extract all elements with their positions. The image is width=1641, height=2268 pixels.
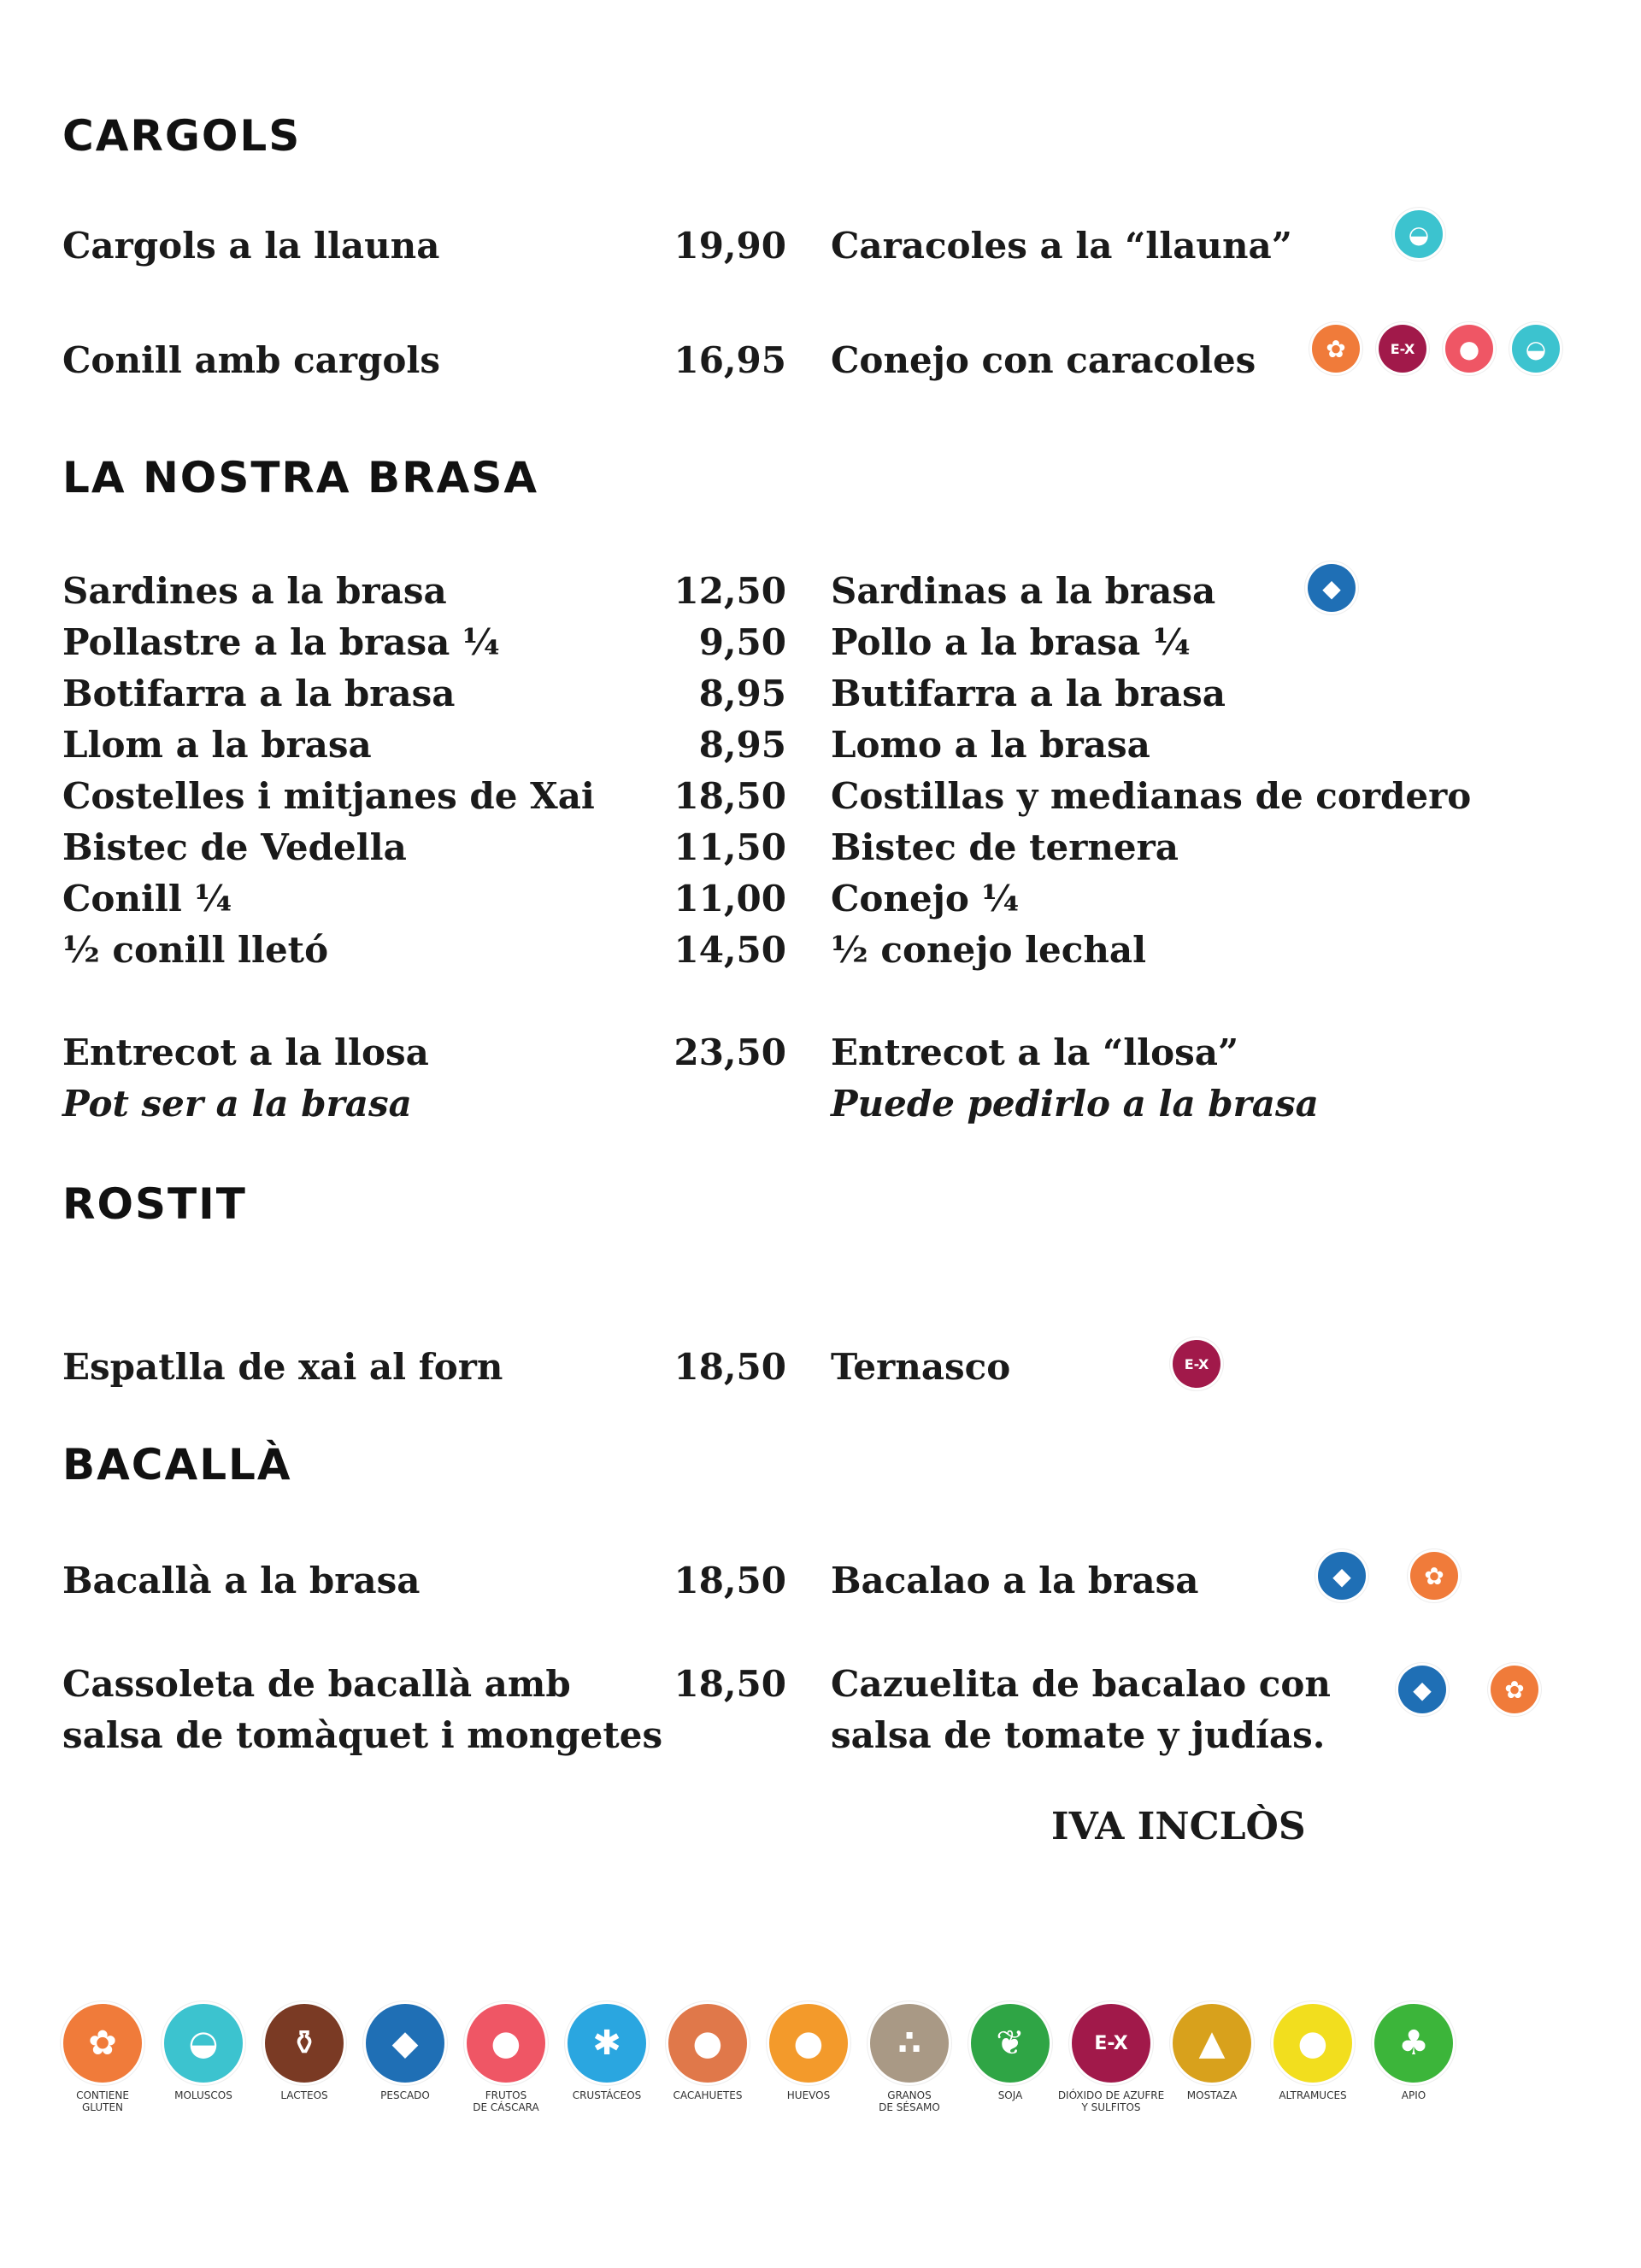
peanut-icon: ● [668,2004,747,2083]
menu-item-espatlla [0,1342,1641,1393]
item-name-es: Ternasco [831,1346,1011,1388]
item-name-ca: ½ conill lletó [62,929,329,971]
legend-label: MOLUSCOS [174,2089,232,2101]
item-note-ca: Pot ser a la brasa [62,1083,412,1125]
shell-icon: ◒ [164,2004,243,2083]
shell-icon: ◒ [1395,210,1443,258]
item-name-es: Cazuelita de bacalao con salsa de tomate y judías. [831,1663,1331,1756]
menu-item-costelles [0,771,1641,822]
item-name-ca: Cargols a la llauna [62,225,440,267]
item-price: 9,50 [698,621,786,663]
section-title-rostit: ROSTIT [62,1179,247,1229]
menu-item-bacalla-brasa [0,1555,1641,1607]
legend-label: MOSTAZA [1186,2089,1238,2101]
item-name-es: ½ conejo lechal [831,929,1147,971]
menu-item-cargols-llauna [0,220,1641,272]
item-name-ca: Llom a la brasa [62,724,372,766]
legend-item-cacahuetes [667,2004,749,2113]
allergen-icons [1318,1552,1458,1629]
item-name-ca: Botifarra a la brasa [62,673,456,714]
item-name-ca: Costelles i mitjanes de Xai [62,775,595,817]
legend-label: LACTEOS [280,2089,328,2101]
item-name-es: Butifarra a la brasa [831,673,1226,714]
item-price: 18,50 [673,1663,786,1705]
legend-label: CRUSTÁCEOS [572,2089,642,2101]
item-name-ca: Espatlla de xai al forn [62,1346,503,1388]
item-price: 11,00 [673,878,786,920]
fish-icon: ◆ [1398,1666,1446,1713]
item-name-es: Bistec de ternera [831,826,1179,868]
section-title-bacalla: BACALLÀ [62,1440,292,1489]
item-name-ca: Cassoleta de bacallà amb salsa de tomàquet i mongetes [62,1663,663,1756]
item-name-ca: Bistec de Vedella [62,826,407,868]
menu-item-bistec [0,822,1641,873]
item-name-es: Conejo ¼ [831,878,1020,920]
menu-item-llom [0,720,1641,771]
item-price: 18,50 [673,1346,786,1388]
soy-icon: ❦ [971,2004,1050,2083]
legend-item-lacteos [263,2004,345,2113]
legend-label: CACAHUETES [673,2089,743,2101]
allergen-icons [1173,1340,1220,1417]
item-name-ca: Conill amb cargols [62,339,441,381]
legend-label: GRANOS DE SÉSAMO [879,2089,940,2113]
legend-item-frutos [465,2004,547,2113]
item-name-es: Bacalao a la brasa [831,1560,1199,1601]
item-name-ca: Entrecot a la llosa [62,1031,429,1073]
legend-label: DIÓXIDO DE AZUFRE Y SULFITOS [1057,2089,1165,2113]
item-name-es: Entrecot a la “llosa” [831,1031,1239,1073]
gluten-icon: ✿ [1491,1666,1538,1713]
sulfite-icon: E-X [1379,325,1426,373]
legend-item-huevos [768,2004,850,2113]
menu-item-entrecot-note [0,1078,1641,1130]
menu-item-sardines [0,566,1641,617]
legend-item-gluten [62,2004,144,2113]
item-price: 16,95 [673,339,786,381]
item-name-ca: Conill ¼ [62,878,232,920]
legend-item-apio [1373,2004,1455,2113]
jug-icon: ⚱ [265,2004,344,2083]
menu-item-cassoleta [0,1659,1641,1761]
legend-item-sulfitos [1057,2004,1165,2113]
item-price: 18,50 [673,775,786,817]
iva-notice: IVA INCLÒS [1051,1805,1306,1848]
legend-label: PESCADO [380,2089,430,2101]
legend-item-mostaza [1171,2004,1253,2113]
item-name-ca: Bacallà a la brasa [62,1560,421,1601]
legend-label: APIO [1401,2089,1426,2101]
allergen-icons [1395,210,1443,287]
item-name-ca: Sardines a la brasa [62,570,447,612]
shell-icon: ◒ [1512,325,1560,373]
item-price: 8,95 [698,724,786,766]
lupin-icon: ● [1273,2004,1352,2083]
legend-item-moluscos [162,2004,244,2113]
menu-item-conill-quart [0,873,1641,925]
celery-icon: ♣ [1374,2004,1453,2083]
section-title-cargols: CARGOLS [62,111,302,161]
legend-label: HUEVOS [786,2089,831,2101]
item-name-es: Lomo a la brasa [831,724,1150,766]
allergen-icons [1398,1666,1538,1742]
nut-icon: ● [467,2004,545,2083]
allergen-icons [1312,325,1560,402]
item-name-es: Costillas y medianas de cordero [831,775,1472,817]
mustard-icon: ▲ [1173,2004,1251,2083]
legend-item-soja [969,2004,1051,2113]
legend-item-sesamo [868,2004,950,2113]
item-price: 14,50 [673,929,786,971]
legend-item-crustaceos [566,2004,648,2113]
fish-icon: ◆ [1318,1552,1366,1600]
fish-icon: ◆ [366,2004,444,2083]
gluten-icon: ✿ [63,2004,142,2083]
legend-label: SOJA [997,2089,1023,2101]
item-price: 12,50 [673,570,786,612]
legend-label: FRUTOS DE CÁSCARA [473,2089,539,2113]
sulfite-icon: E-X [1173,1340,1220,1388]
section-title-brasa: LA NOSTRA BRASA [62,453,539,502]
legend-item-altramuces [1272,2004,1354,2113]
menu-item-botifarra [0,668,1641,720]
item-price: 23,50 [673,1031,786,1073]
legend-label: CONTIENE GLUTEN [76,2089,129,2113]
menu-item-pollastre [0,617,1641,668]
item-note-es: Puede pedirlo a la brasa [831,1083,1319,1125]
egg-icon: ● [769,2004,848,2083]
sesame-icon: ∴ [870,2004,949,2083]
fish-icon: ◆ [1308,564,1356,612]
sulfite-icon: E-X [1072,2004,1150,2083]
menu-item-entrecot [0,1027,1641,1078]
legend-label: ALTRAMUCES [1279,2089,1347,2101]
item-price: 11,50 [673,826,786,868]
item-price: 18,50 [673,1560,786,1601]
allergen-legend [62,2004,1455,2113]
item-name-es: Conejo con caracoles [831,339,1256,381]
item-name-es: Pollo a la brasa ¼ [831,621,1191,663]
item-name-es: Caracoles a la “llauna” [831,225,1292,267]
item-price: 19,90 [673,225,786,267]
menu-item-conill-cargols [0,335,1641,386]
crab-icon: ✱ [568,2004,646,2083]
item-name-es: Sardinas a la brasa [831,570,1216,612]
legend-item-pescado [364,2004,446,2113]
item-price: 8,95 [698,673,786,714]
gluten-icon: ✿ [1312,325,1360,373]
menu-item-mig-conill [0,925,1641,976]
gluten-icon: ✿ [1410,1552,1458,1600]
item-name-ca: Pollastre a la brasa ¼ [62,621,500,663]
nut-icon: ● [1445,325,1493,373]
